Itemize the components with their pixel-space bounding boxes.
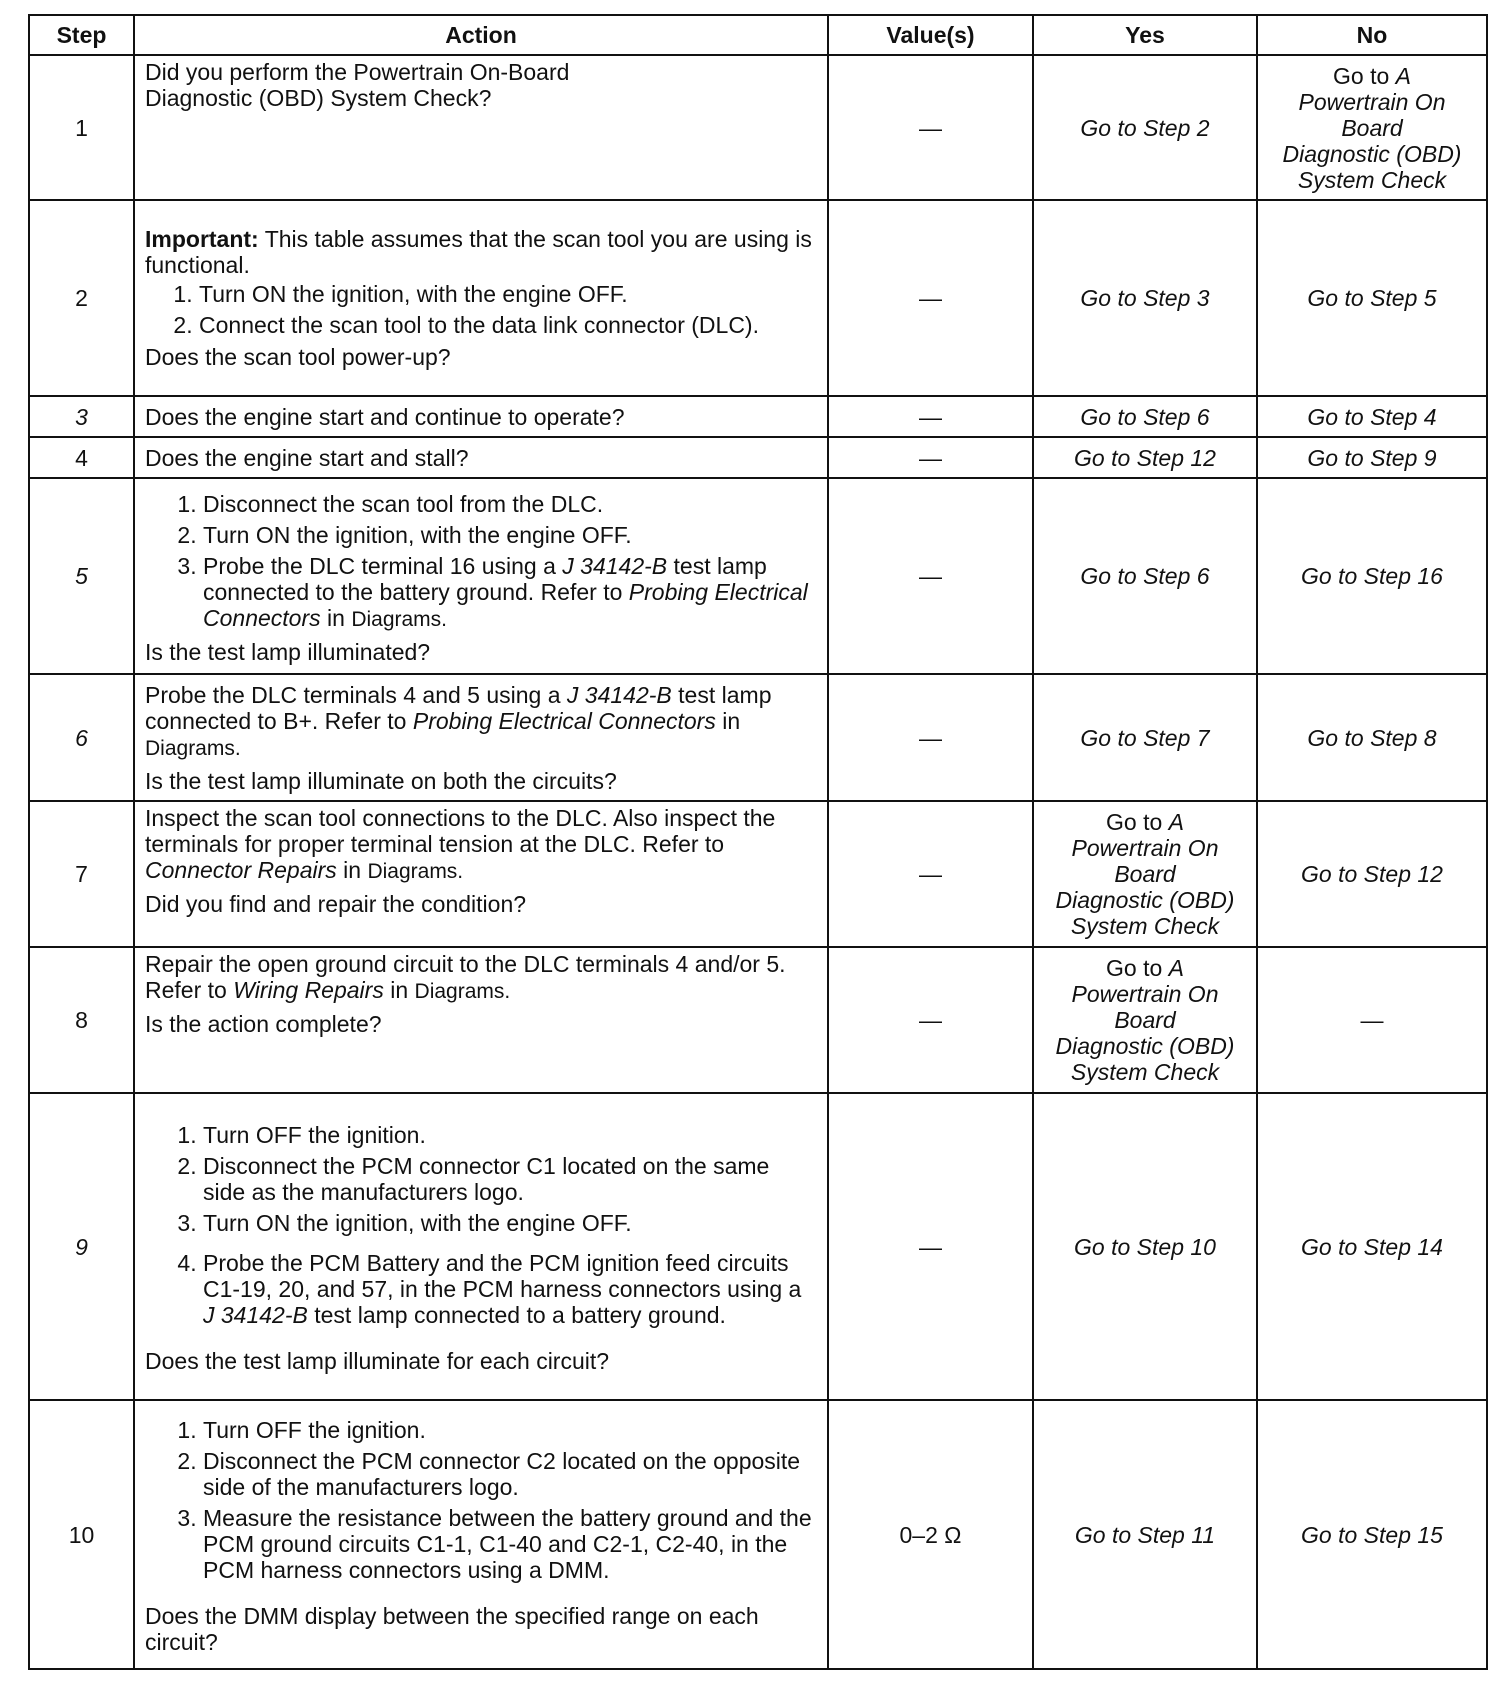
no-cell: — <box>1257 947 1487 1093</box>
action-text: Repair the open ground circuit to the DLC terminals 4 and/or 5. Refer to Wiring Repairs in Diagrams. <box>145 951 786 1003</box>
obd-line: System Check <box>1070 1059 1220 1085</box>
action-question: Is the action complete? <box>145 1011 382 1037</box>
yes-cell <box>1033 1093 1257 1400</box>
table-row <box>29 801 1487 947</box>
diagnostic-table <box>28 14 1488 1670</box>
no-link: Go to Step 5 <box>1307 285 1437 311</box>
value-cell: — <box>828 1093 1033 1400</box>
step-number: 7 <box>29 801 134 947</box>
obd-reference: Go to A <box>1106 809 1184 835</box>
yes-cell <box>1033 478 1257 674</box>
yes-cell <box>1033 801 1257 947</box>
obd-line: System Check <box>1297 166 1447 193</box>
header-action: Action <box>134 15 828 55</box>
yes-link: Go to Step 11 <box>1074 1521 1216 1548</box>
list-item: 2. Disconnect the PCM connector C1 located on the same side as the manufacturers logo. <box>203 1153 817 1205</box>
action-cell <box>134 478 828 674</box>
table-row <box>29 947 1487 1093</box>
value-cell: — <box>828 947 1033 1093</box>
step-number: 4 <box>29 437 134 478</box>
no-link: Go to Step 15 <box>1301 1521 1443 1548</box>
value-cell: — <box>828 478 1033 674</box>
yes-link: Go to Step 7 <box>1080 724 1210 751</box>
list-item: 2. Connect the scan tool to the data link connector (DLC). <box>199 312 817 338</box>
header-no: No <box>1257 15 1487 55</box>
no-cell <box>1257 437 1487 478</box>
yes-link: Go to Step 6 <box>1080 403 1210 430</box>
yes-cell <box>1033 947 1257 1093</box>
list-item: 3. Measure the resistance between the battery ground and the PCM ground circuits C1-1, C1-40 and C2-1, C2-40, in the PCM harness connectors using a DMM. <box>203 1505 817 1583</box>
table-row <box>29 1093 1487 1400</box>
step-number: 3 <box>29 396 134 437</box>
value-cell: — <box>828 200 1033 396</box>
list-item: 1. Turn OFF the ignition. <box>203 1417 817 1443</box>
action-cell <box>134 801 828 947</box>
obd-reference: Go to A <box>1106 955 1184 981</box>
no-cell <box>1257 674 1487 801</box>
action-text: Inspect the scan tool connections to the DLC. Also inspect the terminals for proper terminal tension at the DLC. Refer to Connector Repairs in Diagrams. <box>145 805 776 883</box>
list-item: 1. Turn ON the ignition, with the engine OFF. <box>199 281 817 307</box>
yes-cell <box>1033 1400 1257 1669</box>
action-text: Probe the DLC terminals 4 and 5 using a J 34142-B test lamp connected to B+. Refer to Probing Electrical Connectors in Diagrams. <box>145 681 772 760</box>
obd-line: Board <box>1341 114 1403 141</box>
table-row <box>29 478 1487 674</box>
header-step: Step <box>29 15 134 55</box>
step-number: 10 <box>29 1400 134 1669</box>
no-cell <box>1257 1400 1487 1669</box>
action-steps <box>145 1417 817 1583</box>
header-values: Value(s) <box>828 15 1033 55</box>
no-cell <box>1257 55 1487 200</box>
step-number: 2 <box>29 200 134 396</box>
table-row <box>29 437 1487 478</box>
important-note: Important: This table assumes that the scan tool you are using is functional. <box>145 226 812 278</box>
step-number: 1 <box>29 55 134 200</box>
action-cell: Does the engine start and continue to operate? <box>134 396 828 437</box>
action-cell <box>134 947 828 1093</box>
obd-line: Board <box>1114 861 1176 887</box>
action-question: Does the test lamp illuminate for each circuit? <box>145 1348 610 1374</box>
obd-line: Powertrain On <box>1071 835 1219 861</box>
table-row <box>29 396 1487 437</box>
obd-line: System Check <box>1070 913 1220 939</box>
action-question: Is the test lamp illuminate on both the circuits? <box>145 767 617 794</box>
action-question: Did you find and repair the condition? <box>145 891 527 917</box>
step-number: 5 <box>29 478 134 674</box>
action-cell <box>134 200 828 396</box>
table-row <box>29 1400 1487 1669</box>
obd-line: Board <box>1114 1007 1176 1033</box>
header-yes: Yes <box>1033 15 1257 55</box>
list-item: 4. Probe the PCM Battery and the PCM ignition feed circuits C1-19, 20, and 57, in the PCM harness connectors using a J 34142-B test lamp connected to a battery ground. <box>203 1250 817 1328</box>
no-link: Go to Step 16 <box>1301 563 1443 589</box>
yes-cell <box>1033 200 1257 396</box>
action-cell <box>134 1093 828 1400</box>
list-item: 1. Disconnect the scan tool from the DLC. <box>203 491 817 517</box>
step-number: 8 <box>29 947 134 1093</box>
action-text: Diagnostic (OBD) System Check? <box>145 85 492 111</box>
no-cell <box>1257 200 1487 396</box>
list-item: 3. Turn ON the ignition, with the engine OFF. <box>203 1210 817 1236</box>
yes-cell <box>1033 396 1257 437</box>
header-row <box>29 15 1487 55</box>
value-cell: — <box>828 801 1033 947</box>
yes-link: Go to Step 10 <box>1074 1233 1216 1260</box>
no-cell <box>1257 396 1487 437</box>
no-link: Go to Step 8 <box>1307 724 1437 751</box>
obd-reference: Go to A <box>1333 62 1411 89</box>
yes-cell <box>1033 674 1257 801</box>
yes-link: Go to Step 12 <box>1074 444 1216 471</box>
table-row <box>29 200 1487 396</box>
no-link: Go to Step 9 <box>1307 444 1437 471</box>
list-item: 3. Probe the DLC terminal 16 using a J 34142-B test lamp connected to the battery ground. Refer to Probing Electrical Connectors in Diagrams. <box>203 553 817 633</box>
action-question: Does the scan tool power-up? <box>145 344 451 370</box>
action-cell: Does the engine start and stall? <box>134 437 828 478</box>
no-cell <box>1257 801 1487 947</box>
value-cell: — <box>828 55 1033 200</box>
action-steps <box>145 491 817 633</box>
action-question: Does the DMM display between the specified range on each circuit? <box>145 1603 759 1655</box>
table-row <box>29 55 1487 200</box>
no-cell <box>1257 1093 1487 1400</box>
yes-link: Go to Step 3 <box>1080 285 1210 311</box>
value-cell: 0–2 Ω <box>828 1400 1033 1669</box>
step-number: 9 <box>29 1093 134 1400</box>
value-cell: — <box>828 396 1033 437</box>
yes-cell <box>1033 437 1257 478</box>
no-link: Go to Step 4 <box>1307 403 1437 430</box>
list-item: 1. Turn OFF the ignition. <box>203 1122 817 1148</box>
yes-cell <box>1033 55 1257 200</box>
action-cell <box>134 674 828 801</box>
obd-line: Powertrain On <box>1298 88 1446 115</box>
list-item: 2. Turn ON the ignition, with the engine OFF. <box>203 522 817 548</box>
no-cell <box>1257 478 1487 674</box>
obd-line: Powertrain On <box>1071 981 1219 1007</box>
step-number: 6 <box>29 674 134 801</box>
action-cell <box>134 55 828 200</box>
obd-line: Diagnostic (OBD) <box>1055 1033 1235 1059</box>
obd-line: Diagnostic (OBD) <box>1282 140 1462 167</box>
action-steps <box>145 1122 817 1328</box>
action-text: Did you perform the Powertrain On-Board <box>145 59 570 85</box>
no-link: Go to Step 14 <box>1301 1233 1443 1260</box>
table-row <box>29 674 1487 801</box>
obd-line: Diagnostic (OBD) <box>1055 887 1235 913</box>
value-cell: — <box>828 437 1033 478</box>
action-steps <box>145 281 817 338</box>
action-cell <box>134 1400 828 1669</box>
value-cell: — <box>828 674 1033 801</box>
action-question: Is the test lamp illuminated? <box>145 638 431 665</box>
yes-link: Go to Step 6 <box>1080 563 1210 589</box>
no-link: Go to Step 12 <box>1301 861 1443 887</box>
yes-link: Go to Step 2 <box>1080 114 1210 141</box>
list-item: 2. Disconnect the PCM connector C2 located on the opposite side of the manufacturers logo. <box>203 1448 817 1500</box>
